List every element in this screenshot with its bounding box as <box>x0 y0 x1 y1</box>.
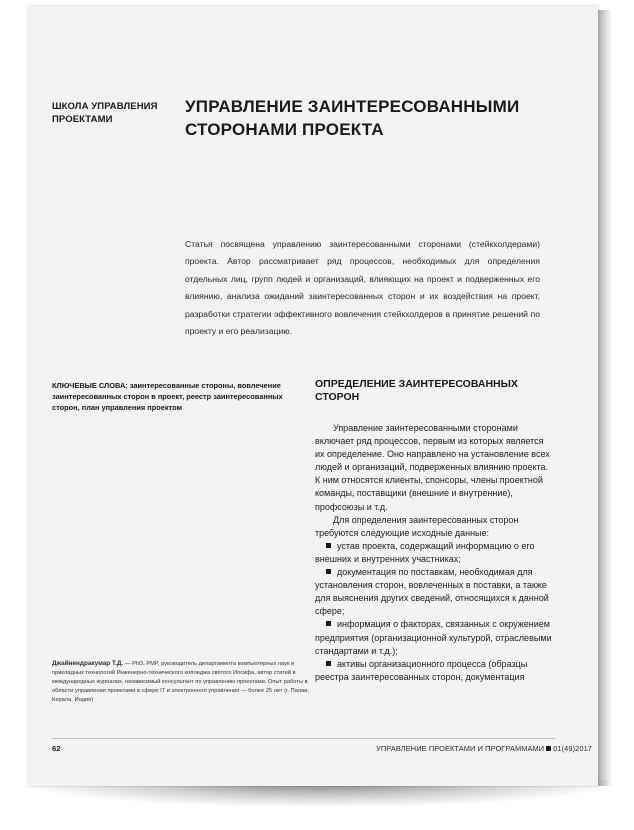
bullet-text: документация по поставкам, необходимая для установления сторон, вовлеченных в поставки, а также для выяснения других сведений, относящихся к данной сфере; <box>315 567 549 617</box>
article-title-line1: УПРАВЛЕНИЕ ЗАИНТЕРЕСОВАННЫМИ <box>185 97 520 116</box>
bullet-item <box>315 566 555 618</box>
keywords: КЛЮЧЕВЫЕ СЛОВА: заинтересованные стороны, вовлечение заинтересованных сторон в проект, реестр заинтересованных сторон, план управления проектом <box>52 381 283 412</box>
bullet-item <box>315 618 555 657</box>
author-name: Джайнендракумар Т.Д. <box>52 660 124 667</box>
section-label-line2: ПРОЕКТАМИ <box>52 114 113 125</box>
author-info <box>52 659 310 705</box>
section-label-line1: ШКОЛА УПРАВЛЕНИЯ <box>52 101 158 112</box>
section-heading-line2: СТОРОН <box>315 391 360 403</box>
bullet-square-icon <box>326 621 331 626</box>
article-title-line2: СТОРОНАМИ ПРОЕКТА <box>185 120 384 139</box>
article-abstract: Статья посвящена управлению заинтересованными сторонами (стейкхолдерами) проекта. Автор рассматривает ряд процессов, необходимых для определения отдельных лиц, групп людей и организаций, влияющих на проект и подверженных его влиянию, анализа ожиданий заинтересованных сторон и их воздействия на проект, разработки стратегии эффективного вовлечения стейкхолдеров в принятие решений по проекту и его реализацию. <box>185 239 540 337</box>
body-text <box>315 422 555 684</box>
article-title <box>185 95 525 141</box>
page-shadow-right <box>598 10 612 786</box>
section-label <box>52 100 192 126</box>
footer-divider <box>52 738 555 739</box>
journal-issue: 01(49)2017 <box>553 744 592 753</box>
author-bio: — PhD, PMP, руководитель департамента компьютерных наук и прикладных технологий Инженерно-технического колледжа святого Иосифа, автор статей в международных журналах, независимый консультант по управлению проектами. Опыт работы в области управления проектами в сфере IT и электронного управления — более 25 лет (г. Палаи, Керала, Индия) <box>52 661 310 703</box>
body-paragraph: Для определения заинтересованных сторон требуются следующие исходные данные: <box>315 514 519 538</box>
bullet-square-icon <box>326 543 331 548</box>
bullet-item <box>315 540 555 566</box>
bullet-square-icon <box>326 569 331 574</box>
square-separator-icon <box>546 746 551 751</box>
journal-name: УПРАВЛЕНИЕ ПРОЕКТАМИ И ПРОГРАММАМИ <box>376 744 545 753</box>
body-paragraph: Управление заинтересованными сторонами включает ряд процессов, первым из которых является их определение. Оно направлено на установление всех людей и организаций, подверженных влиянию проекта. К ним относятся клиенты, спонсоры, члены проектной команды, поставщики (внешние и внутренние), профсоюзы и т.д. <box>315 423 550 512</box>
section-heading <box>315 378 555 404</box>
journal-footer <box>376 744 592 753</box>
bullet-text: информация о факторах, связанных с окружением предприятия (организационной культурой, отраслевыми стандартами и т.д.); <box>315 619 552 656</box>
page-number: 62 <box>52 744 61 753</box>
section-heading-line1: ОПРЕДЕЛЕНИЕ ЗАИНТЕРЕСОВАННЫХ <box>315 378 518 390</box>
bullet-item <box>315 658 555 684</box>
bullet-square-icon <box>326 661 331 666</box>
bullet-text: активы организационного процесса (образцы реестра заинтересованных сторон, документация <box>315 658 528 682</box>
bullet-text: устав проекта, содержащий информацию о его внешних и внутренних участниках; <box>315 540 535 564</box>
